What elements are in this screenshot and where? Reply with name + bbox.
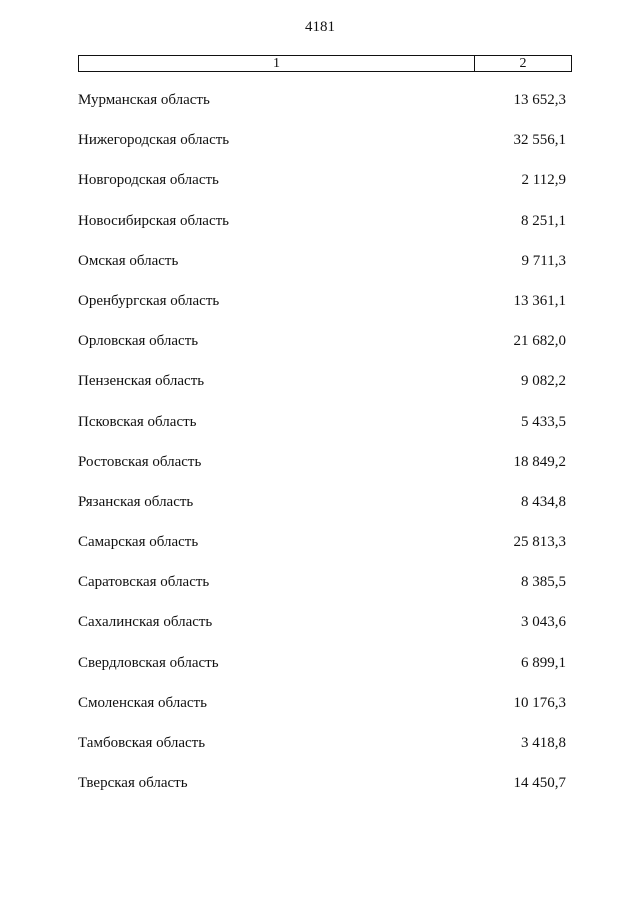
region-value: 3 418,8 [521,735,566,751]
region-name: Орловская область [78,333,199,350]
table-row [78,492,566,532]
region-value: 32 556,1 [513,132,566,149]
table-row [78,251,566,291]
region-value: 8 251,1 [521,212,566,229]
table-row [78,211,566,251]
table-row [78,773,566,813]
region-value: 3 043,6 [521,614,566,631]
region-name: Сахалинская область [78,614,213,631]
region-name: Смоленская область [78,694,207,711]
table-row [78,653,566,693]
region-name: Новосибирская область [78,212,230,229]
column-header-2: 2 [519,56,527,71]
page-number: 4181 [305,19,335,35]
table-row [78,412,566,452]
table-row [78,371,566,411]
table-row [78,612,566,652]
table-row [78,170,566,210]
region-name: Оренбургская область [78,292,220,309]
region-value: 5 433,5 [521,413,566,430]
table-row [78,693,566,733]
region-name: Саратовская область [78,574,210,591]
region-value: 10 176,3 [513,694,566,711]
region-name: Новгородская область [78,172,219,189]
region-value: 8 385,5 [521,574,566,591]
region-name: Свердловская область [78,654,219,671]
region-value: 8 434,8 [521,493,566,510]
region-name: Ростовская область [78,453,202,470]
region-name: Нижегородская область [78,132,230,149]
table-row [78,331,566,371]
region-value: 13 361,1 [513,292,566,309]
region-value: 9 082,2 [521,373,566,390]
region-value: 9 711,3 [521,252,566,269]
region-value: 18 849,2 [513,453,566,470]
region-name: Тамбовская область [78,735,206,751]
region-value: 14 450,7 [513,775,566,792]
table-row [78,532,566,572]
region-name: Тверская область [78,775,188,792]
table-row [78,733,566,773]
region-value: 25 813,3 [513,534,566,551]
region-value: 13 652,3 [513,92,566,108]
table-row [78,90,566,130]
region-name: Омская область [78,252,179,269]
region-name: Псковская область [78,413,197,430]
table-header [78,55,572,72]
region-value: 2 112,9 [521,172,566,189]
region-name: Мурманская область [78,92,210,108]
region-value: 21 682,0 [513,333,566,350]
table-body [78,90,566,813]
region-name: Самарская область [78,534,199,551]
region-value: 6 899,1 [521,654,566,671]
table-row [78,130,566,170]
column-header-1: 1 [79,56,475,71]
table-row [78,572,566,612]
region-name: Рязанская область [78,493,194,510]
region-name: Пензенская область [78,373,205,390]
table-row [78,291,566,331]
table-row [78,452,566,492]
